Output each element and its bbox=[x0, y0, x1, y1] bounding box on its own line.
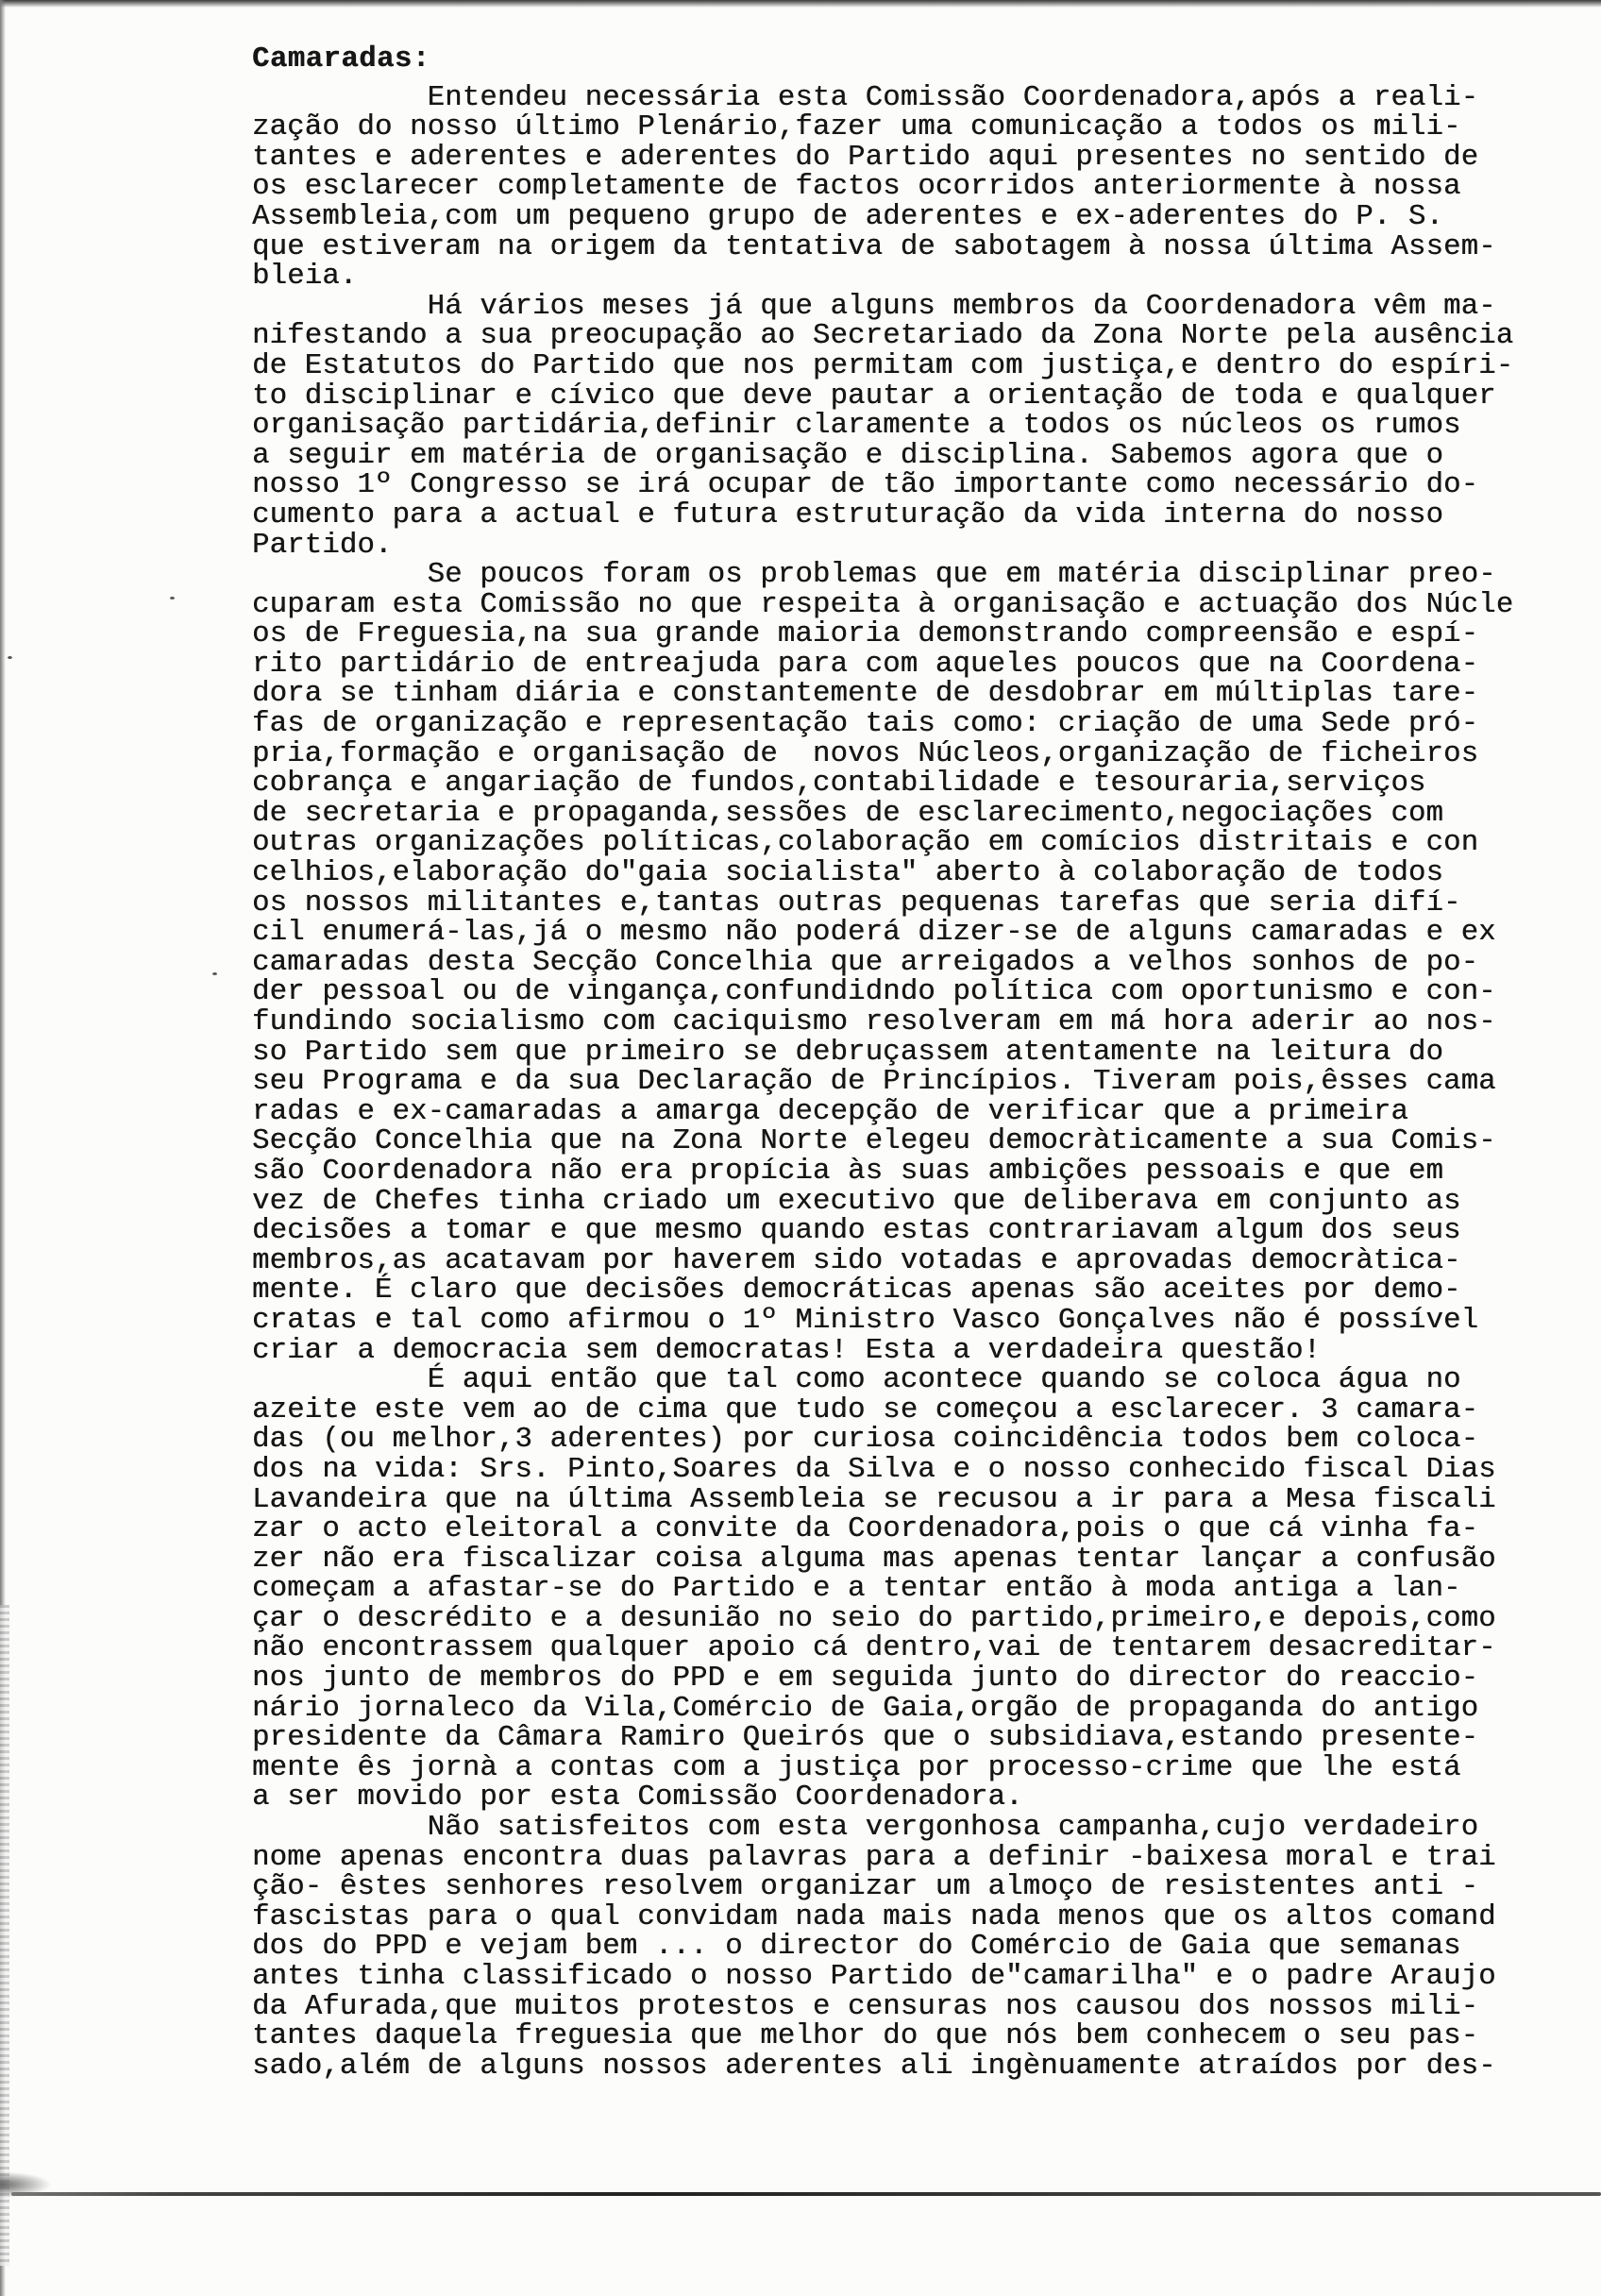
text-line: zer não era fiscalizar coisa alguma mas apenas tentar lançar a confusão bbox=[252, 1543, 1496, 1576]
text-line: os de Freguesia,na sua grande maioria demonstrando compreensão e espí- bbox=[252, 618, 1479, 651]
text-line: mente ês jornà a contas com a justiça por processo-crime que lhe está bbox=[252, 1751, 1461, 1784]
text-line: os nossos militantes e,tantas outras pequenas tarefas que seria difí- bbox=[252, 886, 1461, 920]
text-line: nosso 1º Congresso se irá ocupar de tão importante como necessário do- bbox=[252, 469, 1479, 502]
text-line: que estiveram na origem da tentativa de sabotagem à nossa última Assem- bbox=[252, 230, 1496, 263]
text-line: Secção Concelhia que na Zona Norte elegeu democràticamente a sua Comis- bbox=[252, 1125, 1496, 1158]
scan-top-edge bbox=[0, 0, 1601, 8]
text-line: der pessoal ou de vingança,confundidndo política com oportunismo e con- bbox=[252, 976, 1496, 1009]
scan-speck bbox=[170, 597, 175, 599]
text-line: bleia. bbox=[252, 261, 358, 294]
text-line: fas de organização e representação tais como: criação de uma Sede pró- bbox=[252, 708, 1479, 741]
text-line: cuparam esta Comissão no que respeita à organisação e actuação dos Núcle bbox=[252, 588, 1514, 621]
text-line: tantes e aderentes e aderentes do Partido aqui presentes no sentido de bbox=[252, 141, 1479, 174]
text-line: dos do PPD e vejam bem ... o director do Comércio de Gaia que semanas bbox=[252, 1931, 1461, 1964]
text-line: ção- êstes senhores resolvem organizar um almoço de resistentes anti - bbox=[252, 1871, 1479, 1904]
text-line: da Afurada,que muitos protestos e censuras nos causou dos nossos mili- bbox=[252, 1990, 1479, 2023]
text-line: a seguir em matéria de organisação e disciplina. Sabemos agora que o bbox=[252, 439, 1444, 472]
text-line: pria,formação e organisação de novos Núcleos,organização de ficheiros bbox=[252, 737, 1479, 770]
text-line: Lavandeira que na última Assembleia se recusou a ir para a Mesa fiscali bbox=[252, 1483, 1496, 1516]
text-line: cumento para a actual e futura estruturação da vida interna do nosso bbox=[252, 498, 1444, 532]
text-line: camaradas desta Secção Concelhia que arreigados a velhos sonhos de po- bbox=[252, 946, 1479, 979]
text-line: azeite este vem ao de cima que tudo se começou a esclarecer. 3 camara- bbox=[252, 1393, 1479, 1427]
text-line: membros,as acatavam por haverem sido votadas e aprovadas democràtica- bbox=[252, 1244, 1461, 1277]
paragraph-3 bbox=[252, 561, 1593, 1366]
text-line: nifestando a sua preocupação ao Secretariado da Zona Norte pela ausência bbox=[252, 320, 1514, 353]
text-line: tantes daquela freguesia que melhor do que nós bem conhecem o seu pas- bbox=[252, 2020, 1479, 2053]
text-line: çar o descrédito e a desunião no seio do partido,primeiro,e depois,como bbox=[252, 1602, 1496, 1635]
text-line: fundindo socialismo com caciquismo resolveram em má hora aderir ao nos- bbox=[252, 1006, 1496, 1038]
text-line: celhios,elaboração do"gaia socialista" aberto à colaboração de todos bbox=[252, 857, 1444, 890]
text-line: antes tinha classificado o nosso Partido de"camarilha" e o padre Araujo bbox=[252, 1961, 1496, 1993]
text-line: mente. É claro que decisões democráticas apenas são aceites por demo- bbox=[252, 1275, 1461, 1308]
text-line: Há vários meses já que alguns membros da Coordenadora vêm ma- bbox=[252, 290, 1496, 323]
text-line: começam a afastar-se do Partido e a tentar então à moda antiga a lan- bbox=[252, 1573, 1461, 1606]
text-line: vez de Chefes tinha criado um executivo que deliberava em conjunto as bbox=[252, 1185, 1461, 1218]
text-line: sado,além de alguns nossos aderentes ali ingènuamente atraídos por des- bbox=[252, 2050, 1496, 2083]
text-line: organisação partidária,definir claramente a todos os núcleos os rumos bbox=[252, 410, 1461, 443]
text-line: cobrança e angariação de fundos,contabilidade e tesouraria,serviços bbox=[252, 768, 1426, 801]
text-line: cratas e tal como afirmou o 1º Ministro Vasco Gonçalves não é possível bbox=[252, 1304, 1479, 1337]
paragraph-4 bbox=[252, 1366, 1593, 1814]
text-line: Se poucos foram os problemas que em matéria disciplinar preo- bbox=[252, 559, 1496, 592]
text-line: zar o acto eleitoral a convite da Coordenadora,pois o que cá vinha fa- bbox=[252, 1513, 1479, 1546]
scan-left-edge bbox=[0, 1605, 9, 2266]
bottom-rule bbox=[11, 2192, 1601, 2196]
text-line: dos na vida: Srs. Pinto,Soares da Silva e o nosso conhecido fiscal Dias bbox=[252, 1453, 1496, 1486]
text-line: os esclarecer completamente de factos ocorridos anteriormente à nossa bbox=[252, 171, 1461, 204]
paragraph-1 bbox=[252, 81, 1593, 294]
text-line: seu Programa e da sua Declaração de Princípios. Tiveram pois,êsses cama bbox=[252, 1066, 1496, 1099]
text-line: Assembleia,com um pequeno grupo de aderentes e ex-aderentes do P. S. bbox=[252, 200, 1444, 233]
text-line: zação do nosso último Plenário,fazer uma comunicação a todos os mili- bbox=[252, 111, 1461, 144]
text-line: presidente da Câmara Ramiro Queirós que o subsidiava,estando presente- bbox=[252, 1722, 1479, 1755]
text-line: Não satisfeitos com esta vergonhosa campanha,cujo verdadeiro bbox=[252, 1812, 1479, 1845]
text-line: criar a democracia sem democratas! Esta a verdadeira questão! bbox=[252, 1334, 1322, 1367]
text-line: nos junto de membros do PPD e em seguida junto do director do reaccio- bbox=[252, 1663, 1479, 1696]
letter-body bbox=[252, 45, 1593, 2082]
scan-speck bbox=[212, 972, 217, 975]
text-line: É aqui então que tal como acontece quando se coloca água no bbox=[252, 1364, 1461, 1397]
text-line: Entendeu necessária esta Comissão Coordenadora,após a reali- bbox=[252, 81, 1479, 114]
text-line: decisões a tomar e que mesmo quando estas contrariavam algum dos seus bbox=[252, 1215, 1461, 1248]
paragraph-2 bbox=[252, 290, 1593, 562]
text-line: não encontrassem qualquer apoio cá dentro,vai de tentarem desacreditar- bbox=[252, 1632, 1496, 1665]
text-line: de secretaria e propaganda,sessões de esclarecimento,negociações com bbox=[252, 797, 1444, 830]
text-line: outras organizações políticas,colaboração em comícios distritais e con bbox=[252, 827, 1479, 860]
text-line: so Partido sem que primeiro se debruçassem atentamente na leitura do bbox=[252, 1036, 1444, 1069]
salutation: Camaradas: bbox=[252, 43, 430, 76]
text-line: nome apenas encontra duas palavras para a definir -baixesa moral e trai bbox=[252, 1841, 1496, 1874]
text-line: nário jornaleco da Vila,Comércio de Gaia,orgão de propaganda do antigo bbox=[252, 1692, 1479, 1725]
text-line: a ser movido por esta Comissão Coordenadora. bbox=[252, 1781, 1023, 1815]
text-line: são Coordenadora não era propícia às suas ambições pessoais e que em bbox=[252, 1155, 1444, 1188]
text-line: dora se tinham diária e constantemente de desdobrar em múltiplas tare- bbox=[252, 678, 1479, 711]
text-line: das (ou melhor,3 aderentes) por curiosa coincidência todos bem coloca- bbox=[252, 1424, 1479, 1457]
text-line: cil enumerá-las,já o mesmo não poderá dizer-se de alguns camaradas e ex bbox=[252, 917, 1496, 950]
text-line: to disciplinar e cívico que deve pautar a orientação de toda e qualquer bbox=[252, 380, 1496, 413]
scan-speck bbox=[8, 656, 12, 659]
text-line: de Estatutos do Partido que nos permitam com justiça,e dentro do espíri- bbox=[252, 349, 1514, 382]
text-line: rito partidário de entreajuda para com aqueles poucos que na Coordena- bbox=[252, 648, 1479, 681]
paragraph-5 bbox=[252, 1814, 1593, 2082]
text-line: radas e ex-camaradas a amarga decepção de verificar que a primeira bbox=[252, 1095, 1408, 1128]
text-line: fascistas para o qual convidam nada mais nada menos que os altos comand bbox=[252, 1900, 1496, 1933]
text-line: Partido. bbox=[252, 529, 393, 562]
